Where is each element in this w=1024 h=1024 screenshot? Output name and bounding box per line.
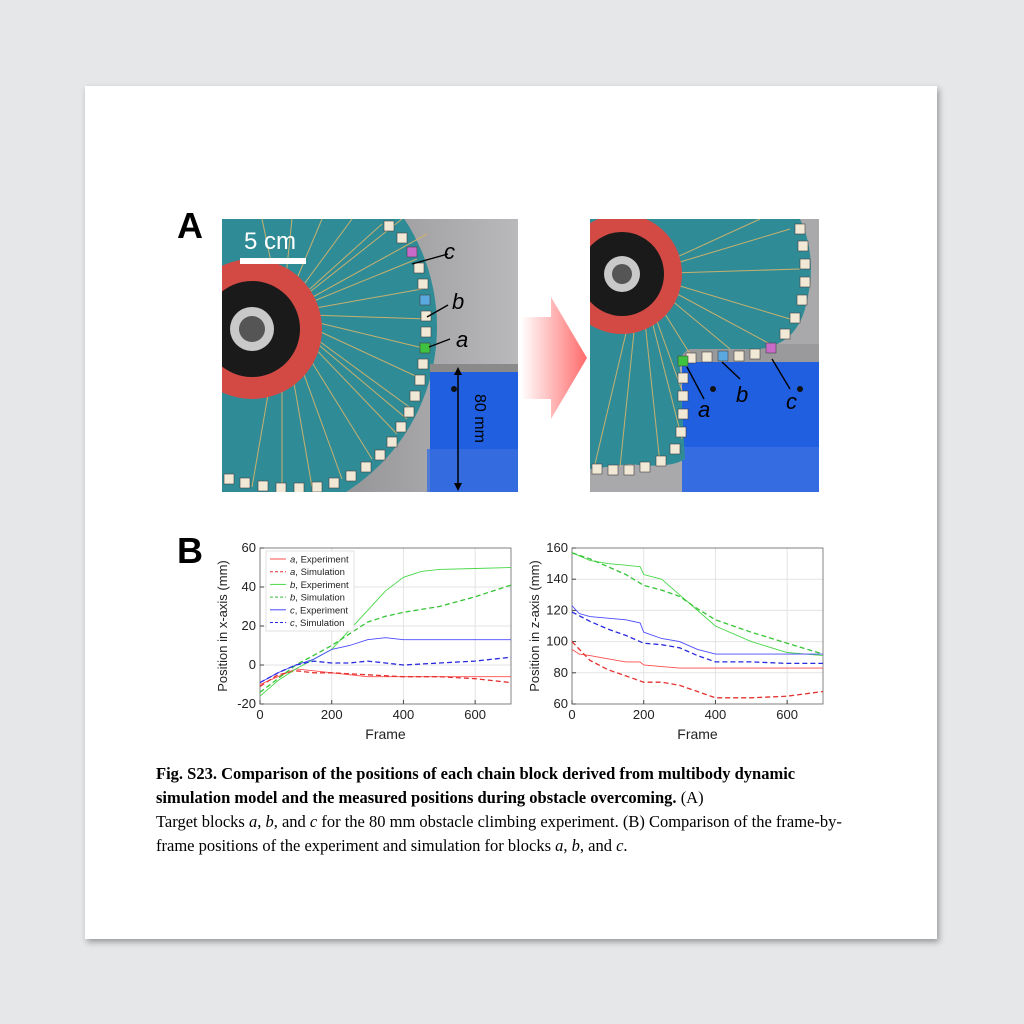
series-line <box>572 553 823 654</box>
scale-label: 5 cm <box>244 228 297 255</box>
photo-before-climb <box>222 219 518 492</box>
figure-caption <box>156 762 856 858</box>
label-c-left: c <box>444 239 455 264</box>
y-tick-label: 20 <box>241 618 256 633</box>
caption-fig-label: Fig. S23. <box>156 764 217 783</box>
caption-b: b <box>265 812 274 831</box>
series-line <box>572 642 823 698</box>
y-tick-label: 40 <box>241 579 256 594</box>
ruler <box>427 449 518 492</box>
caption-a2: a <box>555 836 564 855</box>
y-tick-label: 60 <box>241 540 256 555</box>
x-tick-label: 200 <box>632 707 655 722</box>
legend-entry: b, Simulation <box>290 592 345 604</box>
y-tick-label: 80 <box>553 664 568 680</box>
photo-after-climb <box>590 219 819 492</box>
panel-a-letter: A <box>177 205 203 246</box>
x-tick-label: 400 <box>392 707 415 722</box>
y-axis-label: Position in x-axis (mm) <box>215 560 230 692</box>
caption-text-1: Target blocks <box>156 812 249 831</box>
y-axis-label: Position in z-axis (mm) <box>527 560 542 692</box>
legend-entry: c, Simulation <box>290 618 345 629</box>
transition-arrow <box>521 297 587 419</box>
label-c-right: c <box>786 389 797 414</box>
series-line <box>260 671 511 687</box>
caption-a: a <box>248 812 258 831</box>
caption-c2: c <box>616 836 624 855</box>
x-tick-label: 600 <box>776 707 798 722</box>
caption-and2: , and <box>579 836 617 855</box>
caption-and: , and <box>273 812 310 831</box>
caption-text-2: for the 80 mm obstacle climbing experiment. (B) Comparison of the frame-by-frame positions of the experiment and simulation for blocks <box>156 812 842 855</box>
legend-entry: c, Experiment <box>290 605 349 617</box>
caption-panel-a: (A) <box>676 788 704 807</box>
x-axis-label: Frame <box>677 726 718 742</box>
x-tick-label: 0 <box>256 707 264 722</box>
obstacle-height-label: 80 mm <box>471 394 488 443</box>
y-tick-label: -20 <box>237 696 256 711</box>
chart-x-position <box>205 536 525 748</box>
legend-entry: a, Simulation <box>290 567 345 579</box>
scale-bar <box>240 258 306 264</box>
y-tick-label: 100 <box>546 633 568 649</box>
label-a-right: a <box>698 397 711 422</box>
caption-sep: , <box>257 812 266 831</box>
label-b-left: b <box>452 289 465 314</box>
caption-title: Comparison of the positions of each chain block derived from multibody dynamic simulation model and the measured positions during obstacle overcoming. <box>156 764 796 807</box>
chart-z-position <box>522 536 832 748</box>
caption-c: c <box>309 812 318 831</box>
caption-end: . <box>623 836 628 855</box>
y-tick-label: 0 <box>248 657 256 672</box>
x-tick-label: 0 <box>568 707 576 722</box>
legend-entry: b, Experiment <box>290 579 349 591</box>
label-b-right: b <box>736 382 749 407</box>
label-a-left: a <box>456 327 469 352</box>
series-line <box>572 612 823 663</box>
plot-frame <box>572 548 823 704</box>
y-tick-label: 120 <box>546 602 568 618</box>
photo-after-svg <box>590 219 819 492</box>
panel-b-letter: B <box>177 530 203 571</box>
x-axis-label: Frame <box>365 726 406 742</box>
x-tick-label: 400 <box>704 707 727 722</box>
x-tick-label: 600 <box>464 707 486 722</box>
caption-b2: b <box>571 836 580 855</box>
y-tick-label: 140 <box>546 571 568 587</box>
caption-sep2: , <box>563 836 572 855</box>
x-tick-label: 200 <box>320 707 343 722</box>
photo-before-svg <box>222 219 518 492</box>
y-tick-label: 160 <box>546 540 568 555</box>
y-tick-label: 60 <box>553 696 568 711</box>
legend-entry: a, Experiment <box>290 554 349 566</box>
